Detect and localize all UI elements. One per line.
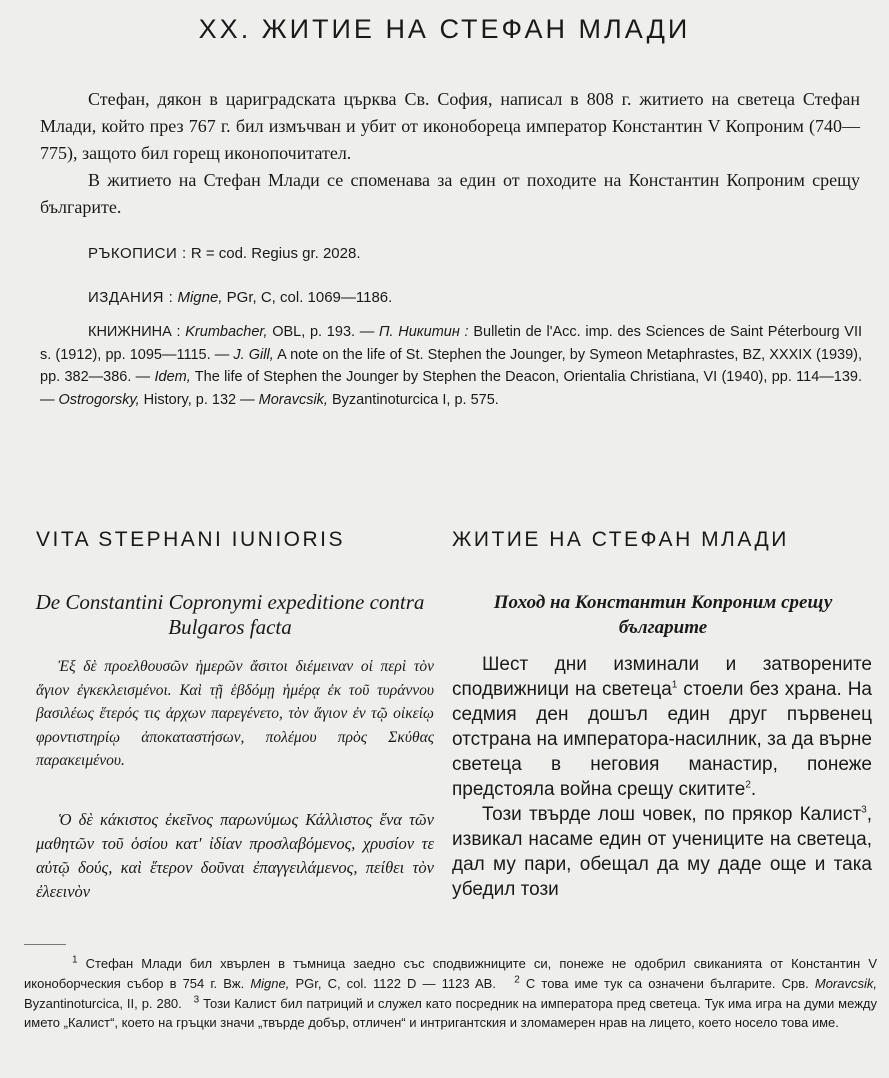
footnote-marker: 3 <box>861 804 867 816</box>
bib-author: П. Никитин : <box>379 324 469 340</box>
translation-text: , извикал насаме един от учениците на светеца, дал му пари, обещал да му даде още и така убедил този <box>452 804 872 900</box>
bib-text: Byzantinoturcica I, p. 575. <box>331 391 499 408</box>
footnotes <box>24 954 877 1033</box>
footnote-author: Migne, <box>250 975 290 991</box>
footnote-divider <box>24 944 66 945</box>
editions-author: Migne, <box>177 289 223 306</box>
bulgarian-subtitle: Поход на Константин Копроним срещу българите <box>493 592 833 638</box>
greek-paragraph: Ὁ δὲ κάκιστος ἐκεῖνος παρωνύμως Κάλλιστος ἕνα τῶν μαθητῶν τοῦ ὁσίου κατ' ἰδίαν προσλαβόμενος, χρυσίον τε αὐτῷ δούς, καὶ ἕτερον δοῦναι ἐπαγγειλάμενος, πείθει τὸν ἐλεεινὸν <box>36 810 434 901</box>
bib-author: Krumbacher, <box>185 324 268 340</box>
manuscripts-entry <box>88 245 361 262</box>
translation-text: Този твърде лош човек, по прякор Калист <box>482 804 862 825</box>
footnote-text: Byzantinoturcica, II, p. 280. <box>24 995 182 1011</box>
footnote-marker: 2 <box>745 779 751 791</box>
footnote-text: PGr, C, col. 1122 D — 1123 AB. <box>295 975 496 991</box>
translation-paragraph <box>452 652 872 802</box>
greek-text-block <box>36 808 434 904</box>
editions-label: ИЗДАНИЯ : <box>88 289 174 306</box>
bibliography-label: КНИЖНИНА : <box>88 324 181 340</box>
latin-column-heading: VITA STEPHANI IUNIORIS <box>36 528 345 551</box>
intro-paragraph: В житието на Стефан Млади се споменава за един от походите на Константин Копроним срещу българите. <box>40 170 860 217</box>
footnote-number: 3 <box>193 994 200 1006</box>
footnote-author: Moravcsik, <box>814 975 877 991</box>
footnote-number: 1 <box>72 954 78 966</box>
manuscripts-label: РЪКОПИСИ : <box>88 245 187 262</box>
footnote-text: Този Калист бил патриций и служел като посредник на императора пред светеца. Тук има игра на думи между името „Калист“, което на гръцки значи „твърде добър, отличен“ и интригантския и зломамерен нрав на лицето, което носело това име. <box>24 995 877 1031</box>
manuscripts-text: R = cod. Regius gr. 2028. <box>190 245 361 262</box>
page-title: XX. ЖИТИЕ НА СТЕФАН МЛАДИ <box>198 14 691 44</box>
bib-text: OBL, p. 193. — <box>272 324 375 340</box>
greek-text-block <box>36 655 434 773</box>
latin-subtitle: De Constantini Copronymi expeditione contra Bulgaros facta <box>35 590 425 639</box>
translation-text: Шест дни изминали и затворените сподвижници на светеца <box>452 654 872 700</box>
translation-paragraph <box>452 802 872 902</box>
bib-author: J. Gill, <box>233 346 274 363</box>
translation-text: . <box>750 779 757 800</box>
bulgarian-column-heading: ЖИТИЕ НА СТЕФАН МЛАДИ <box>452 528 789 551</box>
bib-author: Ostrogorsky, <box>58 391 140 408</box>
footnote-text: Стефан Млади бил хвърлен в тъмница заедно със сподвижниците си, понеже не одобрил свиканията от Константин V иконоборческия събор в 754 г. Вж. <box>24 956 877 991</box>
translation-text: стоели без храна. На седмия ден дошъл един друг първенец отстрана на императора-насилник, за да върне светеца в неговия манастир, понеже предстояла война срещу скитите <box>452 679 872 800</box>
bulgarian-translation <box>452 652 872 902</box>
bib-text: The life of Stephen the Jounger by Stephen the Deacon, Orientalia Christiana, VI (1940), pp. 114—139. — <box>40 369 862 408</box>
editions-entry <box>88 289 392 306</box>
intro-paragraph: Стефан, дякон в цариградската църква Св. София, написал в 808 г. житието на светеца Стефан Млади, който през 767 г. бил измъчван и убит от иконобореца император Константин V Копроним (740—775), защото бил горещ иконопочитател. <box>40 89 860 163</box>
introduction <box>40 86 860 221</box>
bib-text: History, p. 132 — <box>143 391 255 408</box>
footnote-text: С това име тук са означени българите. Срв. <box>525 975 809 991</box>
bib-text: A note on the life of St. Stephen the Jounger, by Symeon Metaphrastes, BZ, XXXIX (1939), pp. 382—386. — <box>40 346 862 385</box>
greek-paragraph: Ἐξ δὲ προελθουσῶν ἡμερῶν ἄσιτοι διέμειναν οἱ περὶ τὸν ἅγιον ἐγκεκλεισμένοι. Καὶ τῇ ἑβδόμῃ ἡμέρᾳ ἐκ τοῦ τυράννου βασιλέως ἕτερός τις ἀρχων παρεγένετο, τὸν ἅγιον ἐν τῷ οἰκείῳ φροντιστηρίῳ ἀποκαταστήσων, πολέμου πρὸς Σκύθας παρακειμένου. <box>36 658 434 769</box>
bibliography <box>40 321 862 411</box>
bib-author: Idem, <box>154 369 191 385</box>
footnote-number: 2 <box>514 974 520 986</box>
editions-text: PGr, C, col. 1069—1186. <box>226 289 393 306</box>
bib-author: Moravcsik, <box>258 391 328 408</box>
bib-text: Bulletin de l'Acc. imp. des Sciences de Saint Péterbourg VII s. (1912), pp. 1095—1115. — <box>40 324 863 363</box>
footnote-marker: 1 <box>671 679 678 691</box>
